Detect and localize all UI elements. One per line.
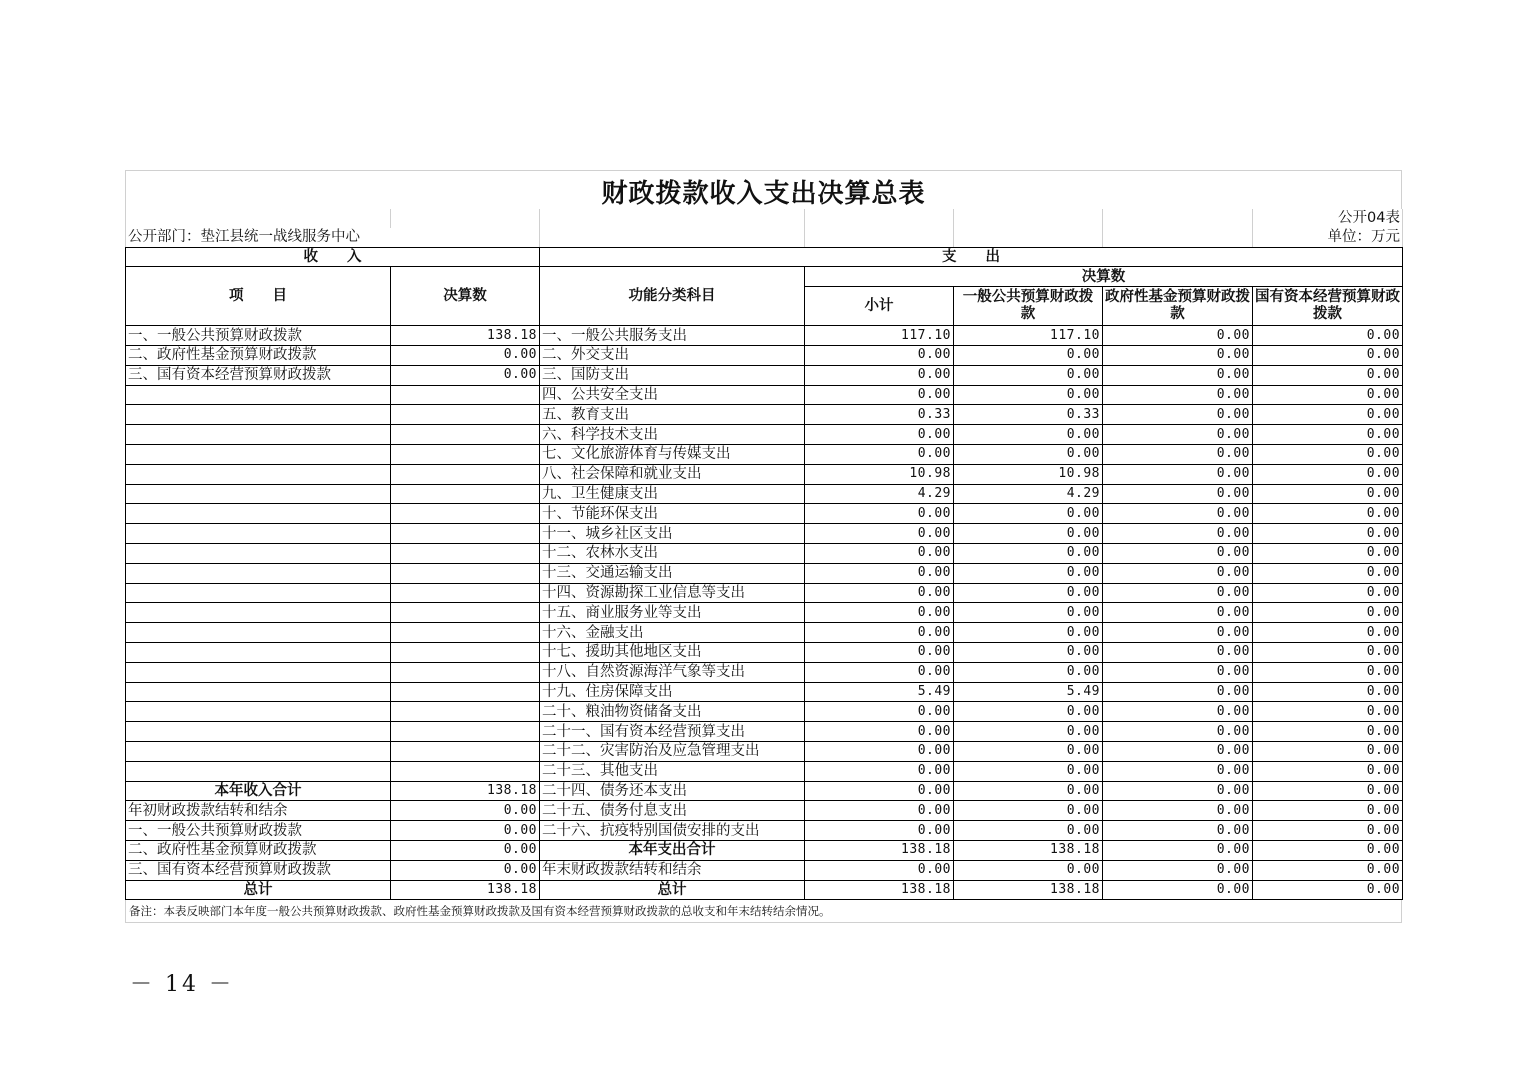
state-capital-cell: 0.00 — [1253, 682, 1403, 702]
table-row — [126, 444, 1403, 464]
table-row — [126, 623, 1403, 643]
income-item-cell — [126, 524, 391, 544]
general-budget-cell: 0.00 — [954, 444, 1103, 464]
table-row — [126, 543, 1403, 563]
general-budget-cell: 0.00 — [954, 623, 1103, 643]
state-capital-cell: 0.00 — [1253, 722, 1403, 742]
table-row — [126, 840, 1403, 860]
income-item-cell — [126, 444, 391, 464]
gov-fund-cell: 0.00 — [1103, 425, 1253, 445]
general-budget-cell: 0.00 — [954, 702, 1103, 722]
meta-row-dept — [126, 228, 1403, 247]
subtotal-cell: 0.00 — [805, 860, 954, 880]
table-row — [126, 524, 1403, 544]
income-amount-cell — [391, 405, 540, 425]
gov-fund-cell: 0.00 — [1103, 741, 1253, 761]
table-row — [126, 425, 1403, 445]
table-title: 财政拨款收入支出决算总表 — [601, 179, 926, 209]
general-budget-cell: 138.18 — [954, 880, 1103, 900]
income-item-cell: 一、一般公共预算财政拨款 — [126, 821, 391, 841]
gov-fund-cell: 0.00 — [1103, 365, 1253, 385]
table-row — [126, 504, 1403, 524]
income-amount-cell: 0.00 — [391, 801, 540, 821]
state-capital-cell: 0.00 — [1253, 444, 1403, 464]
gov-fund-cell: 0.00 — [1103, 464, 1253, 484]
gov-fund-cell: 0.00 — [1103, 860, 1253, 880]
expense-item-cell: 四、公共安全支出 — [540, 385, 805, 405]
general-budget-cell: 0.00 — [954, 821, 1103, 841]
general-budget-cell: 0.00 — [954, 781, 1103, 801]
gov-fund-cell: 0.00 — [1103, 444, 1253, 464]
gov-fund-cell: 0.00 — [1103, 722, 1253, 742]
page-number: － 14 － — [130, 972, 234, 997]
income-amount-cell — [391, 484, 540, 504]
state-capital-cell: 0.00 — [1253, 761, 1403, 781]
general-budget-cell: 5.49 — [954, 682, 1103, 702]
income-item-cell — [126, 682, 391, 702]
state-capital-cell: 0.00 — [1253, 345, 1403, 365]
gov-fund-cell: 0.00 — [1103, 840, 1253, 860]
income-amount-cell: 138.18 — [391, 781, 540, 801]
subtotal-cell: 0.00 — [805, 524, 954, 544]
expense-item-cell: 十二、农林水支出 — [540, 543, 805, 563]
table-row — [126, 761, 1403, 781]
subtotal-cell: 0.00 — [805, 444, 954, 464]
income-amount-cell — [391, 504, 540, 524]
expense-item-cell: 二十三、其他支出 — [540, 761, 805, 781]
subtotal-cell: 0.00 — [805, 583, 954, 603]
table-row — [126, 385, 1403, 405]
subtotal-cell: 0.00 — [805, 345, 954, 365]
expense-item-cell: 年末财政拨款结转和结余 — [540, 860, 805, 880]
general-budget-cell: 0.00 — [954, 365, 1103, 385]
income-item-cell — [126, 464, 391, 484]
income-amount-cell — [391, 385, 540, 405]
income-item-cell — [126, 761, 391, 781]
expense-item-cell: 一、一般公共服务支出 — [540, 326, 805, 346]
income-item-cell — [126, 603, 391, 623]
unit-label: 单位：万元 — [1253, 228, 1403, 247]
expense-item-cell: 二十五、债务付息支出 — [540, 801, 805, 821]
table-row — [126, 484, 1403, 504]
general-budget-cell: 0.00 — [954, 722, 1103, 742]
state-capital-cell: 0.00 — [1253, 563, 1403, 583]
income-amount-cell — [391, 761, 540, 781]
subtotal-cell: 0.33 — [805, 405, 954, 425]
gov-fund-cell: 0.00 — [1103, 623, 1253, 643]
subtotal-cell: 0.00 — [805, 425, 954, 445]
state-capital-cell: 0.00 — [1253, 880, 1403, 900]
state-capital-cell: 0.00 — [1253, 781, 1403, 801]
final-amount-group-header: 决算数 — [805, 267, 1403, 287]
income-item-cell — [126, 722, 391, 742]
income-amount-cell — [391, 741, 540, 761]
expense-item-cell: 二十六、抗疫特别国债安排的支出 — [540, 821, 805, 841]
header-row-1 — [126, 247, 1403, 267]
gov-fund-cell: 0.00 — [1103, 801, 1253, 821]
general-budget-cell: 0.00 — [954, 563, 1103, 583]
subtotal-cell: 0.00 — [805, 642, 954, 662]
income-item-cell — [126, 642, 391, 662]
expense-item-cell: 二十二、灾害防治及应急管理支出 — [540, 741, 805, 761]
subtotal-cell: 0.00 — [805, 741, 954, 761]
general-budget-cell: 0.00 — [954, 425, 1103, 445]
expense-item-cell: 本年支出合计 — [540, 840, 805, 860]
subtotal-cell: 0.00 — [805, 761, 954, 781]
gov-fund-cell: 0.00 — [1103, 385, 1253, 405]
state-capital-cell: 0.00 — [1253, 623, 1403, 643]
income-item-cell — [126, 583, 391, 603]
table-row — [126, 722, 1403, 742]
general-budget-cell: 10.98 — [954, 464, 1103, 484]
general-budget-cell: 4.29 — [954, 484, 1103, 504]
expense-item-cell: 二十、粮油物资储备支出 — [540, 702, 805, 722]
income-item-cell: 二、政府性基金预算财政拨款 — [126, 840, 391, 860]
income-item-cell: 三、国有资本经营预算财政拨款 — [126, 860, 391, 880]
table-row — [126, 821, 1403, 841]
general-budget-cell: 0.00 — [954, 642, 1103, 662]
subtotal-cell: 0.00 — [805, 821, 954, 841]
subtotal-cell: 5.49 — [805, 682, 954, 702]
subtotal-cell: 0.00 — [805, 722, 954, 742]
general-budget-cell: 0.00 — [954, 761, 1103, 781]
table-row — [126, 880, 1403, 900]
budget-table — [125, 247, 1403, 901]
general-budget-header — [954, 287, 1103, 326]
state-capital-header-text: 国有资本经营预算财政拨款 — [1255, 289, 1401, 323]
general-budget-cell: 0.00 — [954, 741, 1103, 761]
table-row — [126, 801, 1403, 821]
state-capital-cell: 0.00 — [1253, 504, 1403, 524]
function-category-header: 功能分类科目 — [540, 267, 805, 326]
table-row — [126, 326, 1403, 346]
table-row — [126, 860, 1403, 880]
income-item-cell: 本年收入合计 — [126, 781, 391, 801]
state-capital-cell: 0.00 — [1253, 484, 1403, 504]
expense-item-cell: 七、文化旅游体育与传媒支出 — [540, 444, 805, 464]
subtotal-cell: 0.00 — [805, 385, 954, 405]
income-amount-cell: 0.00 — [391, 821, 540, 841]
state-capital-cell: 0.00 — [1253, 741, 1403, 761]
subtotal-cell: 0.00 — [805, 781, 954, 801]
expense-item-cell: 九、卫生健康支出 — [540, 484, 805, 504]
gov-fund-cell: 0.00 — [1103, 642, 1253, 662]
general-budget-cell: 0.00 — [954, 583, 1103, 603]
state-capital-cell: 0.00 — [1253, 840, 1403, 860]
expense-item-cell: 五、教育支出 — [540, 405, 805, 425]
state-capital-cell: 0.00 — [1253, 464, 1403, 484]
income-amount-cell: 0.00 — [391, 365, 540, 385]
state-capital-cell: 0.00 — [1253, 425, 1403, 445]
income-amount-cell: 138.18 — [391, 326, 540, 346]
gov-fund-cell: 0.00 — [1103, 781, 1253, 801]
department-label: 公开部门：垫江县统一战线服务中心 — [126, 228, 540, 247]
income-item-cell: 总计 — [126, 880, 391, 900]
state-capital-cell: 0.00 — [1253, 702, 1403, 722]
gov-fund-cell: 0.00 — [1103, 405, 1253, 425]
expense-item-cell: 总计 — [540, 880, 805, 900]
gov-fund-cell: 0.00 — [1103, 603, 1253, 623]
income-item-cell — [126, 385, 391, 405]
table-row — [126, 682, 1403, 702]
general-budget-cell: 0.00 — [954, 504, 1103, 524]
general-budget-cell: 0.00 — [954, 524, 1103, 544]
state-capital-cell: 0.00 — [1253, 405, 1403, 425]
income-amount-cell — [391, 603, 540, 623]
income-item-cell — [126, 543, 391, 563]
income-item-cell — [126, 662, 391, 682]
gov-fund-cell: 0.00 — [1103, 524, 1253, 544]
general-budget-cell: 138.18 — [954, 840, 1103, 860]
table-row — [126, 642, 1403, 662]
state-capital-cell: 0.00 — [1253, 326, 1403, 346]
expense-item-cell: 二十四、债务还本支出 — [540, 781, 805, 801]
income-amount-cell — [391, 623, 540, 643]
gov-fund-cell: 0.00 — [1103, 821, 1253, 841]
income-amount-cell — [391, 563, 540, 583]
gov-fund-cell: 0.00 — [1103, 543, 1253, 563]
income-amount-cell: 0.00 — [391, 345, 540, 365]
income-item-cell — [126, 484, 391, 504]
expense-header: 支 出 — [540, 247, 1403, 267]
income-item-cell: 二、政府性基金预算财政拨款 — [126, 345, 391, 365]
income-amount-cell — [391, 425, 540, 445]
gov-fund-header-text: 政府性基金预算财政拨款 — [1105, 289, 1250, 323]
income-amount-cell — [391, 524, 540, 544]
general-budget-cell: 0.00 — [954, 345, 1103, 365]
general-budget-cell: 0.00 — [954, 860, 1103, 880]
state-capital-cell: 0.00 — [1253, 524, 1403, 544]
title-row — [125, 170, 1402, 209]
expense-item-cell: 六、科学技术支出 — [540, 425, 805, 445]
gov-fund-cell: 0.00 — [1103, 504, 1253, 524]
state-capital-cell: 0.00 — [1253, 801, 1403, 821]
gov-fund-cell: 0.00 — [1103, 326, 1253, 346]
income-item-cell — [126, 563, 391, 583]
income-amount-cell: 0.00 — [391, 840, 540, 860]
income-amount-header: 决算数 — [391, 267, 540, 326]
gov-fund-cell: 0.00 — [1103, 682, 1253, 702]
gov-fund-cell: 0.00 — [1103, 583, 1253, 603]
general-budget-cell: 0.00 — [954, 385, 1103, 405]
state-capital-cell: 0.00 — [1253, 385, 1403, 405]
table-row — [126, 563, 1403, 583]
state-capital-header — [1253, 287, 1403, 326]
header-row-2 — [126, 267, 1403, 287]
gov-fund-cell: 0.00 — [1103, 880, 1253, 900]
table-row — [126, 345, 1403, 365]
general-budget-header-text: 一般公共预算财政拨款 — [962, 289, 1094, 323]
income-item-cell — [126, 623, 391, 643]
gov-fund-cell: 0.00 — [1103, 702, 1253, 722]
general-budget-cell: 0.00 — [954, 662, 1103, 682]
income-item-cell — [126, 405, 391, 425]
subtotal-cell: 138.18 — [805, 880, 954, 900]
table-row — [126, 365, 1403, 385]
income-amount-cell — [391, 642, 540, 662]
meta-table — [125, 209, 1403, 247]
state-capital-cell: 0.00 — [1253, 642, 1403, 662]
income-amount-cell — [391, 702, 540, 722]
income-amount-cell — [391, 722, 540, 742]
gov-fund-cell: 0.00 — [1103, 484, 1253, 504]
income-amount-cell — [391, 682, 540, 702]
meta-row-code — [126, 209, 1403, 228]
subtotal-cell: 0.00 — [805, 702, 954, 722]
state-capital-cell: 0.00 — [1253, 583, 1403, 603]
general-budget-cell: 117.10 — [954, 326, 1103, 346]
state-capital-cell: 0.00 — [1253, 543, 1403, 563]
expense-item-cell: 十九、住房保障支出 — [540, 682, 805, 702]
expense-item-cell: 十六、金融支出 — [540, 623, 805, 643]
table-row — [126, 702, 1403, 722]
subtotal-cell: 0.00 — [805, 543, 954, 563]
income-amount-cell — [391, 583, 540, 603]
income-item-cell: 年初财政拨款结转和结余 — [126, 801, 391, 821]
subtotal-cell: 0.00 — [805, 365, 954, 385]
expense-item-cell: 十八、自然资源海洋气象等支出 — [540, 662, 805, 682]
expense-item-cell: 十五、商业服务业等支出 — [540, 603, 805, 623]
subtotal-cell: 0.00 — [805, 603, 954, 623]
income-amount-cell — [391, 444, 540, 464]
state-capital-cell: 0.00 — [1253, 603, 1403, 623]
gov-fund-cell: 0.00 — [1103, 662, 1253, 682]
subtotal-cell: 10.98 — [805, 464, 954, 484]
income-item-cell — [126, 425, 391, 445]
expense-item-cell: 十、节能环保支出 — [540, 504, 805, 524]
expense-item-cell: 十一、城乡社区支出 — [540, 524, 805, 544]
table-row — [126, 781, 1403, 801]
gov-fund-header — [1103, 287, 1253, 326]
state-capital-cell: 0.00 — [1253, 662, 1403, 682]
subtotal-cell: 0.00 — [805, 662, 954, 682]
income-item-cell — [126, 504, 391, 524]
income-header: 收 入 — [126, 247, 540, 267]
expense-item-cell: 二、外交支出 — [540, 345, 805, 365]
table-row — [126, 405, 1403, 425]
subtotal-cell: 0.00 — [805, 563, 954, 583]
general-budget-cell: 0.00 — [954, 543, 1103, 563]
state-capital-cell: 0.00 — [1253, 821, 1403, 841]
subtotal-cell: 138.18 — [805, 840, 954, 860]
subtotal-cell: 0.00 — [805, 504, 954, 524]
income-amount-cell — [391, 543, 540, 563]
expense-item-cell: 十七、援助其他地区支出 — [540, 642, 805, 662]
general-budget-cell: 0.33 — [954, 405, 1103, 425]
income-amount-cell: 138.18 — [391, 880, 540, 900]
subtotal-cell: 4.29 — [805, 484, 954, 504]
table-row — [126, 464, 1403, 484]
table-code: 公开04表 — [1253, 209, 1403, 228]
expense-item-cell: 十三、交通运输支出 — [540, 563, 805, 583]
gov-fund-cell: 0.00 — [1103, 345, 1253, 365]
budget-sheet — [125, 170, 1402, 923]
income-item-cell — [126, 741, 391, 761]
item-header: 项 目 — [126, 267, 391, 326]
expense-item-cell: 十四、资源勘探工业信息等支出 — [540, 583, 805, 603]
subtotal-cell: 0.00 — [805, 623, 954, 643]
income-item-cell: 三、国有资本经营预算财政拨款 — [126, 365, 391, 385]
table-row — [126, 603, 1403, 623]
state-capital-cell: 0.00 — [1253, 365, 1403, 385]
income-item-cell: 一、一般公共预算财政拨款 — [126, 326, 391, 346]
general-budget-cell: 0.00 — [954, 603, 1103, 623]
subtotal-cell: 0.00 — [805, 801, 954, 821]
income-amount-cell — [391, 464, 540, 484]
gov-fund-cell: 0.00 — [1103, 563, 1253, 583]
table-row — [126, 583, 1403, 603]
footnote: 备注：本表反映部门本年度一般公共预算财政拨款、政府性基金预算财政拨款及国有资本经营预算财政拨款的总收支和年末结转结余情况。 — [125, 900, 1402, 923]
income-amount-cell — [391, 662, 540, 682]
table-row — [126, 662, 1403, 682]
table-row — [126, 741, 1403, 761]
income-amount-cell: 0.00 — [391, 860, 540, 880]
general-budget-cell: 0.00 — [954, 801, 1103, 821]
subtotal-header: 小计 — [805, 287, 954, 326]
expense-item-cell: 八、社会保障和就业支出 — [540, 464, 805, 484]
expense-item-cell: 三、国防支出 — [540, 365, 805, 385]
expense-item-cell: 二十一、国有资本经营预算支出 — [540, 722, 805, 742]
state-capital-cell: 0.00 — [1253, 860, 1403, 880]
subtotal-cell: 117.10 — [805, 326, 954, 346]
gov-fund-cell: 0.00 — [1103, 761, 1253, 781]
income-item-cell — [126, 702, 391, 722]
